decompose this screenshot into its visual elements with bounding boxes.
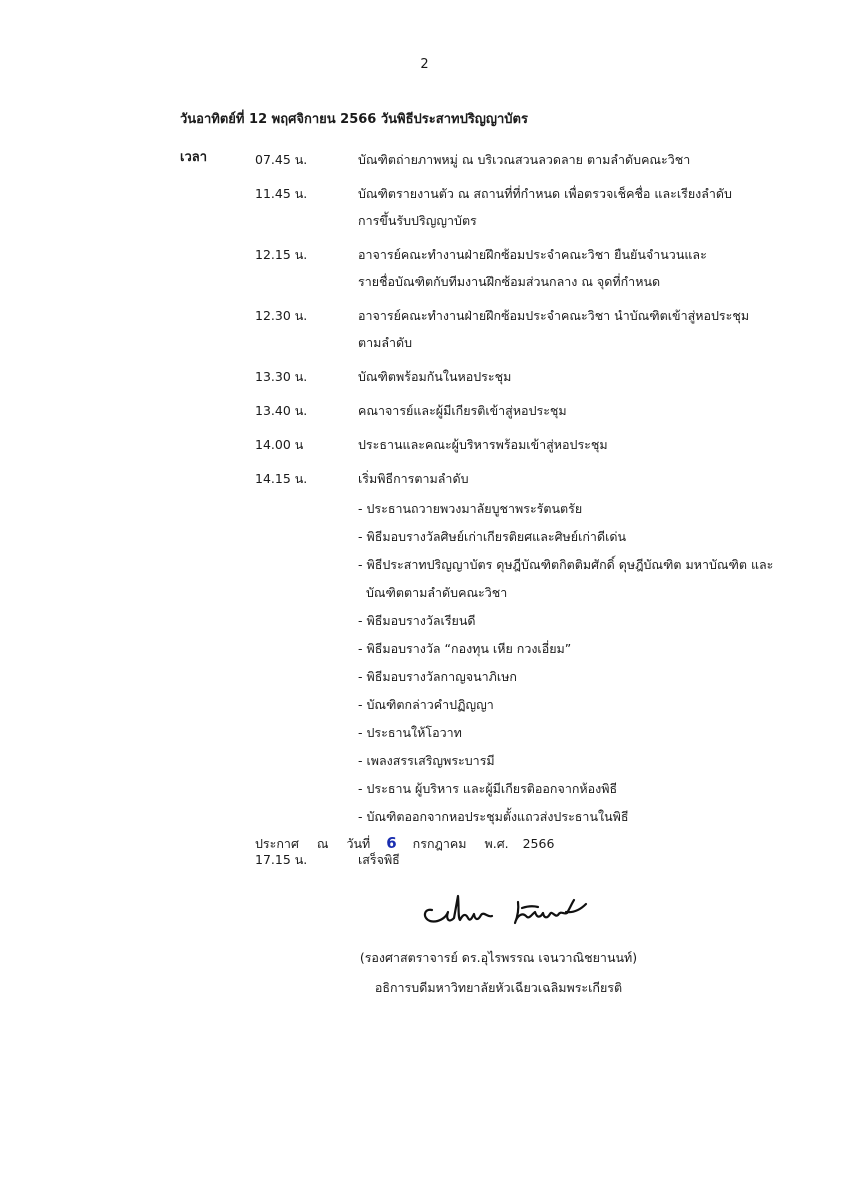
- ceremony-item: - เพลงสรรเสริญพระบารมี: [358, 753, 495, 768]
- schedule-time: 13.40 น.: [255, 403, 308, 418]
- ceremony-item: - บัณฑิตกล่าวคำปฏิญญา: [358, 697, 494, 712]
- schedule-time: 07.45 น.: [255, 152, 308, 167]
- page-number: 2: [420, 57, 429, 72]
- schedule-time: 11.45 น.: [255, 186, 308, 201]
- ceremony-item: บัณฑิตตามลำดับคณะวิชา: [358, 585, 508, 600]
- schedule-time: 14.15 น.: [255, 471, 308, 486]
- announce-at: ณ: [316, 836, 329, 851]
- signer-title: อธิการบดีมหาวิทยาลัยหัวเฉียวเฉลิมพระเกียรติ: [374, 980, 623, 995]
- ceremony-item: - พิธีมอบรางวัลกาญจนาภิเษก: [358, 669, 517, 684]
- schedule-row: [255, 241, 815, 295]
- schedule-description: บัณฑิตพร้อมกันในหอประชุม: [358, 369, 512, 384]
- schedule-description: เริ่มพิธีการตามลำดับ: [358, 471, 469, 486]
- schedule-time: 17.15 น.: [255, 852, 308, 867]
- schedule-description: บัณฑิตถ่ายภาพหมู่ ณ บริเวณสวนลวดลาย ตามลำดับคณะวิชา: [358, 152, 691, 167]
- schedule-time: 12.30 น.: [255, 308, 308, 323]
- announce-prefix: ประกาศ: [255, 836, 299, 851]
- ceremony-item: - พิธีมอบรางวัล “กองทุน เหีย กวงเอี่ยม”: [358, 641, 572, 656]
- schedule-row: [255, 302, 815, 356]
- schedule-time: 14.00 น: [255, 437, 304, 452]
- schedule-time: 13.30 น.: [255, 369, 308, 384]
- time-column-label: เวลา: [180, 150, 208, 165]
- announce-month: กรกฎาคม: [412, 836, 467, 851]
- announce-era: พ.ศ.: [484, 836, 509, 851]
- schedule-row: [255, 180, 815, 234]
- ceremony-item: - ประธาน ผู้บริหาร และผู้มีเกียรติออกจากห้องพิธี: [358, 781, 618, 796]
- ceremony-item: - พิธีประสาทปริญญาบัตร ดุษฎีบัณฑิตกิตติมศักดิ์ ดุษฎีบัณฑิต มหาบัณฑิต และ: [358, 557, 774, 572]
- schedule-row: [255, 397, 815, 424]
- announce-year: 2566: [522, 836, 555, 851]
- ceremony-item: - พิธีมอบรางวัลเรียนดี: [358, 613, 476, 628]
- announce-day-number: 6: [386, 834, 397, 852]
- schedule-row: [255, 363, 815, 390]
- schedule-time: 12.15 น.: [255, 247, 308, 262]
- schedule-row: [255, 465, 815, 492]
- schedule-list: [255, 146, 815, 880]
- announcement-date-line: [255, 834, 554, 854]
- schedule-description: อาจารย์คณะทำงานฝ่ายฝึกซ้อมประจำคณะวิชา ยืนยันจำนวนและ รายชื่อบัณฑิตกับทีมงานฝึกซ้อมส่วนกลาง ณ จุดที่กำหนด: [358, 247, 707, 289]
- schedule-description: บัณฑิตรายงานตัว ณ สถานที่ที่กำหนด เพื่อตรวจเช็คชื่อ และเรียงลำดับ การขึ้นรับปริญญาบัตร: [358, 186, 732, 228]
- ceremony-item: - พิธีมอบรางวัลศิษย์เก่าเกียรติยศและศิษย์เก่าดีเด่น: [358, 529, 627, 544]
- schedule-row: [255, 431, 815, 458]
- schedule-description: คณาจารย์และผู้มีเกียรติเข้าสู่หอประชุม: [358, 403, 567, 418]
- page-heading: วันอาทิตย์ที่ 12 พฤศจิกายน 2566 วันพิธีประสาทปริญญาบัตร: [180, 112, 528, 127]
- ceremony-item: - ประธานถวายพวงมาลัยบูชาพระรัตนตรัย: [358, 501, 583, 516]
- signer-name: (รองศาสตราจารย์ ดร.อุไรพรรณ เจนวาณิชยานนท์): [359, 950, 638, 965]
- schedule-description: เสร็จพิธี: [358, 852, 400, 867]
- signature-image: [418, 888, 593, 933]
- schedule-description: อาจารย์คณะทำงานฝ่ายฝึกซ้อมประจำคณะวิชา นำบัณฑิตเข้าสู่หอประชุม ตามลำดับ: [358, 308, 750, 350]
- ceremony-item: - บัณฑิตออกจากหอประชุมตั้งแถวส่งประธานในพิธี: [358, 809, 629, 824]
- schedule-row: [255, 146, 815, 173]
- ceremony-item: - ประธานให้โอวาท: [358, 725, 462, 740]
- schedule-description: ประธานและคณะผู้บริหารพร้อมเข้าสู่หอประชุม: [358, 437, 608, 452]
- ceremony-item-list: [358, 495, 815, 830]
- announce-day-label: วันที่: [346, 836, 371, 851]
